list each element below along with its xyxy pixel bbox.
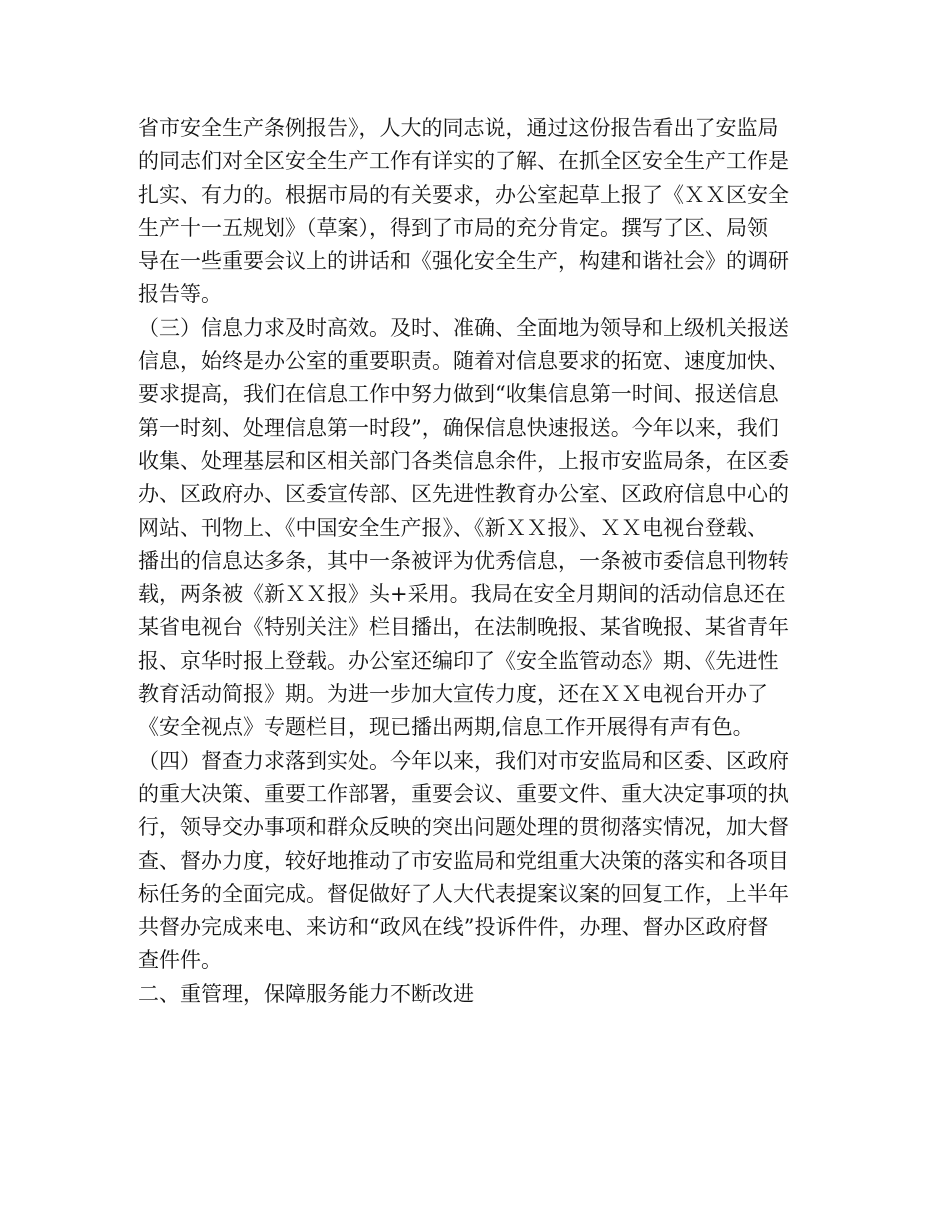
text-line: 查、督办力度，较好地推动了市安监局和党组重大决策的落实和各项目 bbox=[138, 848, 789, 873]
chapter-heading-2: 二、重管理，保障服务能力不断改进 bbox=[138, 981, 474, 1006]
text-line: 某省电视台《特别关注》栏目播出，在法制晚报、某省晚报、某省青年 bbox=[138, 615, 789, 640]
text-line: 办、区政府办、区委宣传部、区先进性教育办公室、区政府信息中心的 bbox=[138, 482, 789, 507]
text-line: 扎实、有力的。根据市局的有关要求，办公室起草上报了《ＸＸ区安全 bbox=[138, 182, 789, 207]
text-line: 信息，始终是办公室的重要职责。随着对信息要求的拓宽、速度加快、 bbox=[138, 349, 789, 374]
text-line: 教育活动简报》期。为进一步加大宣传力度，还在ＸＸ电视台开办了 bbox=[138, 682, 768, 707]
text-line: 报、京华时报上登载。办公室还编印了《安全监管动态》期、《先进性 bbox=[138, 648, 779, 673]
text-line: 载，两条被《新ＸＸ报》头+采用。我局在安全月期间的活动信息还在 bbox=[138, 582, 786, 607]
text-line: 的同志们对全区安全生产工作有详实的了解、在抓全区安全生产工作是 bbox=[138, 149, 789, 174]
text-line: 收集、处理基层和区相关部门各类信息余件，上报市安监局条，在区委 bbox=[138, 448, 789, 473]
document-body bbox=[138, 112, 828, 1011]
text-line: 标任务的全面完成。督促做好了人大代表提案议案的回复工作，上半年 bbox=[138, 881, 789, 906]
text-line: 要求提高，我们在信息工作中努力做到“收集信息第一时间、报送信息 bbox=[138, 382, 779, 407]
text-line: 报告等。 bbox=[138, 282, 222, 307]
text-line: 网站、刊物上、《中国安全生产报》、《新ＸＸ报》、ＸＸ电视台登载、 bbox=[138, 515, 768, 540]
text-line: 共督办完成来电、来访和“政风在线”投诉件件，办理、督办区政府督 bbox=[138, 915, 769, 940]
text-line: 的重大决策、重要工作部署，重要会议、重要文件、重大决定事项的执 bbox=[138, 781, 789, 806]
text-line: 《安全视点》专题栏目，现已播出两期,信息工作开展得有声有色。 bbox=[138, 715, 754, 740]
text-line: 查件件。 bbox=[138, 948, 222, 973]
section-heading-3: （三）信息力求及时高效。及时、准确、全面地为领导和上级机关报送 bbox=[138, 315, 789, 340]
text-line: 第一时刻、处理信息第一时段”，确保信息快速报送。今年以来，我们 bbox=[138, 415, 779, 440]
text-line: 播出的信息达多条，其中一条被评为优秀信息，一条被市委信息刊物转 bbox=[138, 548, 789, 573]
text-line: 导在一些重要会议上的讲话和《强化安全生产，构建和谐社会》的调研 bbox=[138, 249, 789, 274]
text-line: 行，领导交办事项和群众反映的突出问题处理的贯彻落实情况，加大督 bbox=[138, 815, 789, 840]
text-line: 省市安全生产条例报告》，人大的同志说，通过这份报告看出了安监局 bbox=[138, 116, 779, 140]
text-line: 生产十一五规划》（草案），得到了市局的充分肯定。撰写了区、局领 bbox=[138, 215, 768, 240]
section-heading-4: （四）督查力求落到实处。今年以来，我们对市安监局和区委、区政府 bbox=[138, 748, 789, 773]
